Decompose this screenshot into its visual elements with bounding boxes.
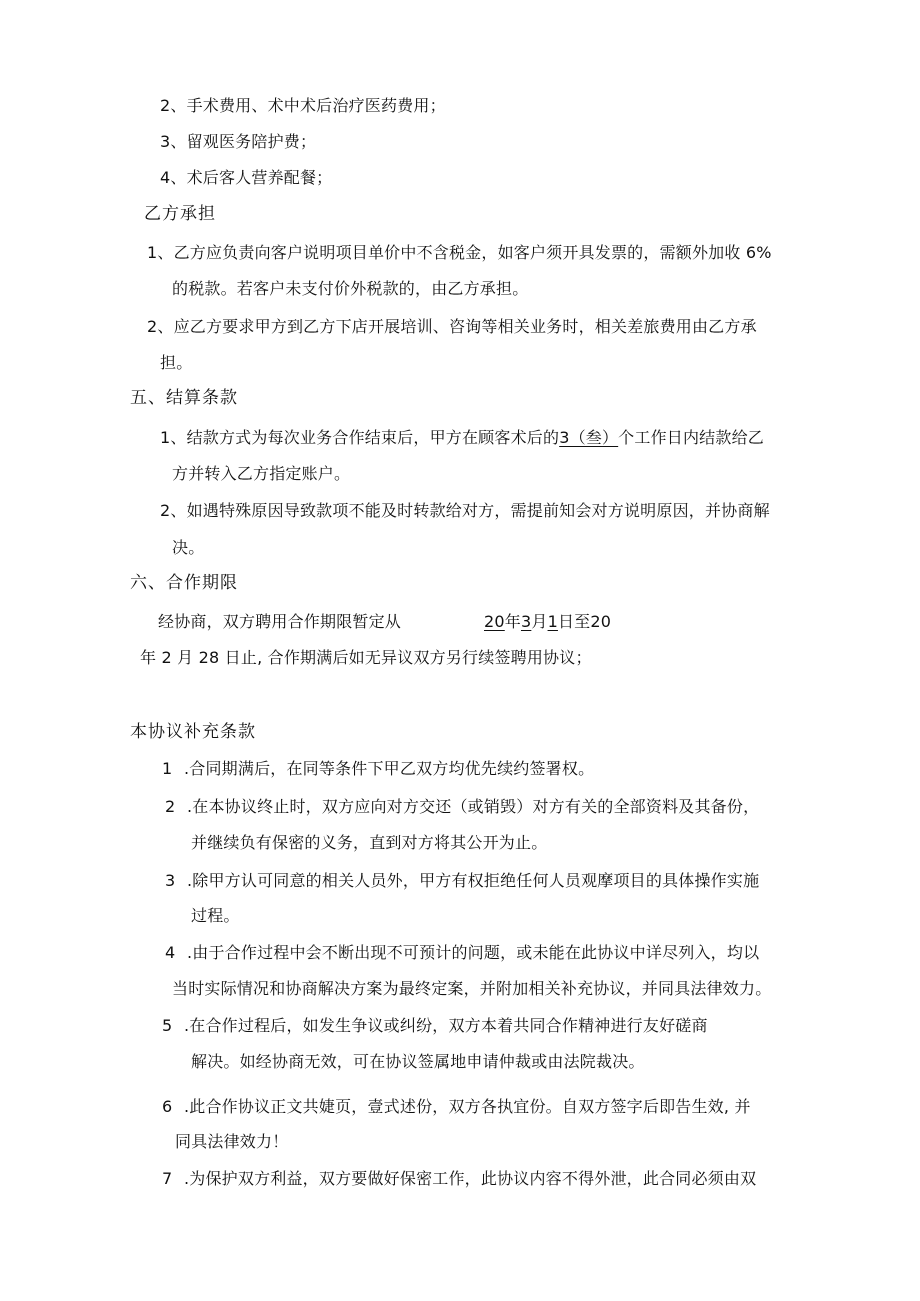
term-line-2: 年 2 月 28 日止, 合作期满后如无异议双方另行续签聘用协议； bbox=[140, 648, 592, 667]
supplement-item-3-text: .除甲方认可同意的相关人员外，甲方有权拒绝任何人员观摩项目的具体操作实施 bbox=[187, 871, 760, 890]
settlement-heading: 五、结算条款 bbox=[130, 388, 238, 408]
supplement-item-4-text: .由于合作过程中会不断出现不可预计的问题，或未能在此协议中详尽列入，均以 bbox=[187, 943, 760, 962]
supplement-item-7-text: .为保护双方利益，双方要做好保密工作，此协议内容不得外泄，此合同必须由双 bbox=[184, 1169, 757, 1188]
party-b-costs-heading: 乙方承担 bbox=[144, 204, 216, 224]
settlement-days-value: 3（叁） bbox=[559, 428, 619, 447]
term-start-date bbox=[484, 612, 611, 632]
term-start-year: 20 bbox=[484, 612, 505, 631]
supplement-item-7-number: 7 bbox=[162, 1169, 173, 1188]
party-b-cost-item-1-line-1: 1、乙方应负责向客户说明项目单价中不含税金，如客户须开具发票的，需额外加收 6% bbox=[147, 243, 772, 262]
supplement-item-2-text: .在本协议终止时，双方应向对方交还（或销毁）对方有关的全部资料及其备份， bbox=[187, 797, 760, 816]
supplement-item-4-number: 4 bbox=[165, 943, 176, 962]
supplement-item-6-number: 6 bbox=[162, 1097, 173, 1116]
term-line-1-pre: 经协商，双方聘用合作期限暂定从 bbox=[158, 612, 402, 631]
settlement-item-2-line-2: 决。 bbox=[172, 538, 205, 557]
supplement-item-3-line-2: 过程。 bbox=[191, 906, 240, 925]
settlement-item-1-line-2: 方并转入乙方指定账户。 bbox=[172, 464, 351, 483]
supplement-item-3-number: 3 bbox=[165, 871, 176, 890]
party-b-cost-item-1-line-2: 的税款。若客户未支付价外税款的，由乙方承担。 bbox=[172, 279, 529, 298]
term-month-unit: 月 bbox=[531, 612, 548, 631]
supplement-item-5-text: .在合作过程后，如发生争议或纠纷，双方本着共同合作精神进行友好磋商 bbox=[184, 1016, 708, 1035]
supplement-item-2-line-2: 并继续负有保密的义务，直到对方将其公开为止。 bbox=[191, 833, 548, 852]
term-day-unit: 日至 bbox=[557, 612, 591, 631]
party-a-cost-item-3: 3、留观医务陪护费； bbox=[160, 132, 317, 151]
party-b-cost-item-2-line-2: 担。 bbox=[160, 353, 193, 372]
supplement-item-6-text: .此合作协议正文共婕页，壹式述份，双方各执宜份。自双方签字后即告生效, 并 bbox=[184, 1097, 751, 1116]
supplement-item-1-number: 1 bbox=[162, 759, 173, 778]
party-a-cost-item-4: 4、术后客人营养配餐； bbox=[160, 168, 333, 187]
settlement-item-2-line-1: 2、如遇特殊原因导致款项不能及时转款给对方，需提前知会对方说明原因，并协商解 bbox=[160, 501, 770, 520]
party-b-cost-item-2-line-1: 2、应乙方要求甲方到乙方下店开展培训、咨询等相关业务时，相关差旅费用由乙方承 bbox=[147, 317, 757, 336]
supplement-heading: 本协议补充条款 bbox=[130, 722, 256, 742]
settlement-item-1-line-1 bbox=[160, 428, 764, 448]
settlement-item-1-post: 个工作日内结款给乙 bbox=[618, 428, 764, 447]
term-heading: 六、合作期限 bbox=[130, 573, 238, 593]
supplement-item-6-line-2: 同具法律效力！ bbox=[175, 1132, 289, 1151]
settlement-item-1-pre: 1、结款方式为每次业务合作结束后，甲方在顾客术后的 bbox=[160, 428, 560, 447]
term-start-day: 1 bbox=[547, 612, 558, 631]
term-start-month: 3 bbox=[520, 612, 532, 631]
term-year-unit: 年 bbox=[504, 612, 521, 631]
supplement-item-2-number: 2 bbox=[165, 797, 176, 816]
supplement-item-5-line-2: 解决。如经协商无效，可在协议签属地申请仲裁或由法院裁决。 bbox=[191, 1052, 645, 1071]
term-end-year-prefix: 20 bbox=[590, 612, 612, 631]
party-a-cost-item-2: 2、手术费用、术中术后治疗医药费用； bbox=[160, 96, 446, 115]
supplement-item-5-number: 5 bbox=[162, 1016, 173, 1035]
supplement-item-1-text: .合同期满后，在同等条件下甲乙双方均优先续约签署权。 bbox=[184, 759, 595, 778]
supplement-item-4-line-2: 当时实际情况和协商解决方案为最终定案，并附加相关补充协议，并同具法律效力。 bbox=[172, 979, 772, 998]
